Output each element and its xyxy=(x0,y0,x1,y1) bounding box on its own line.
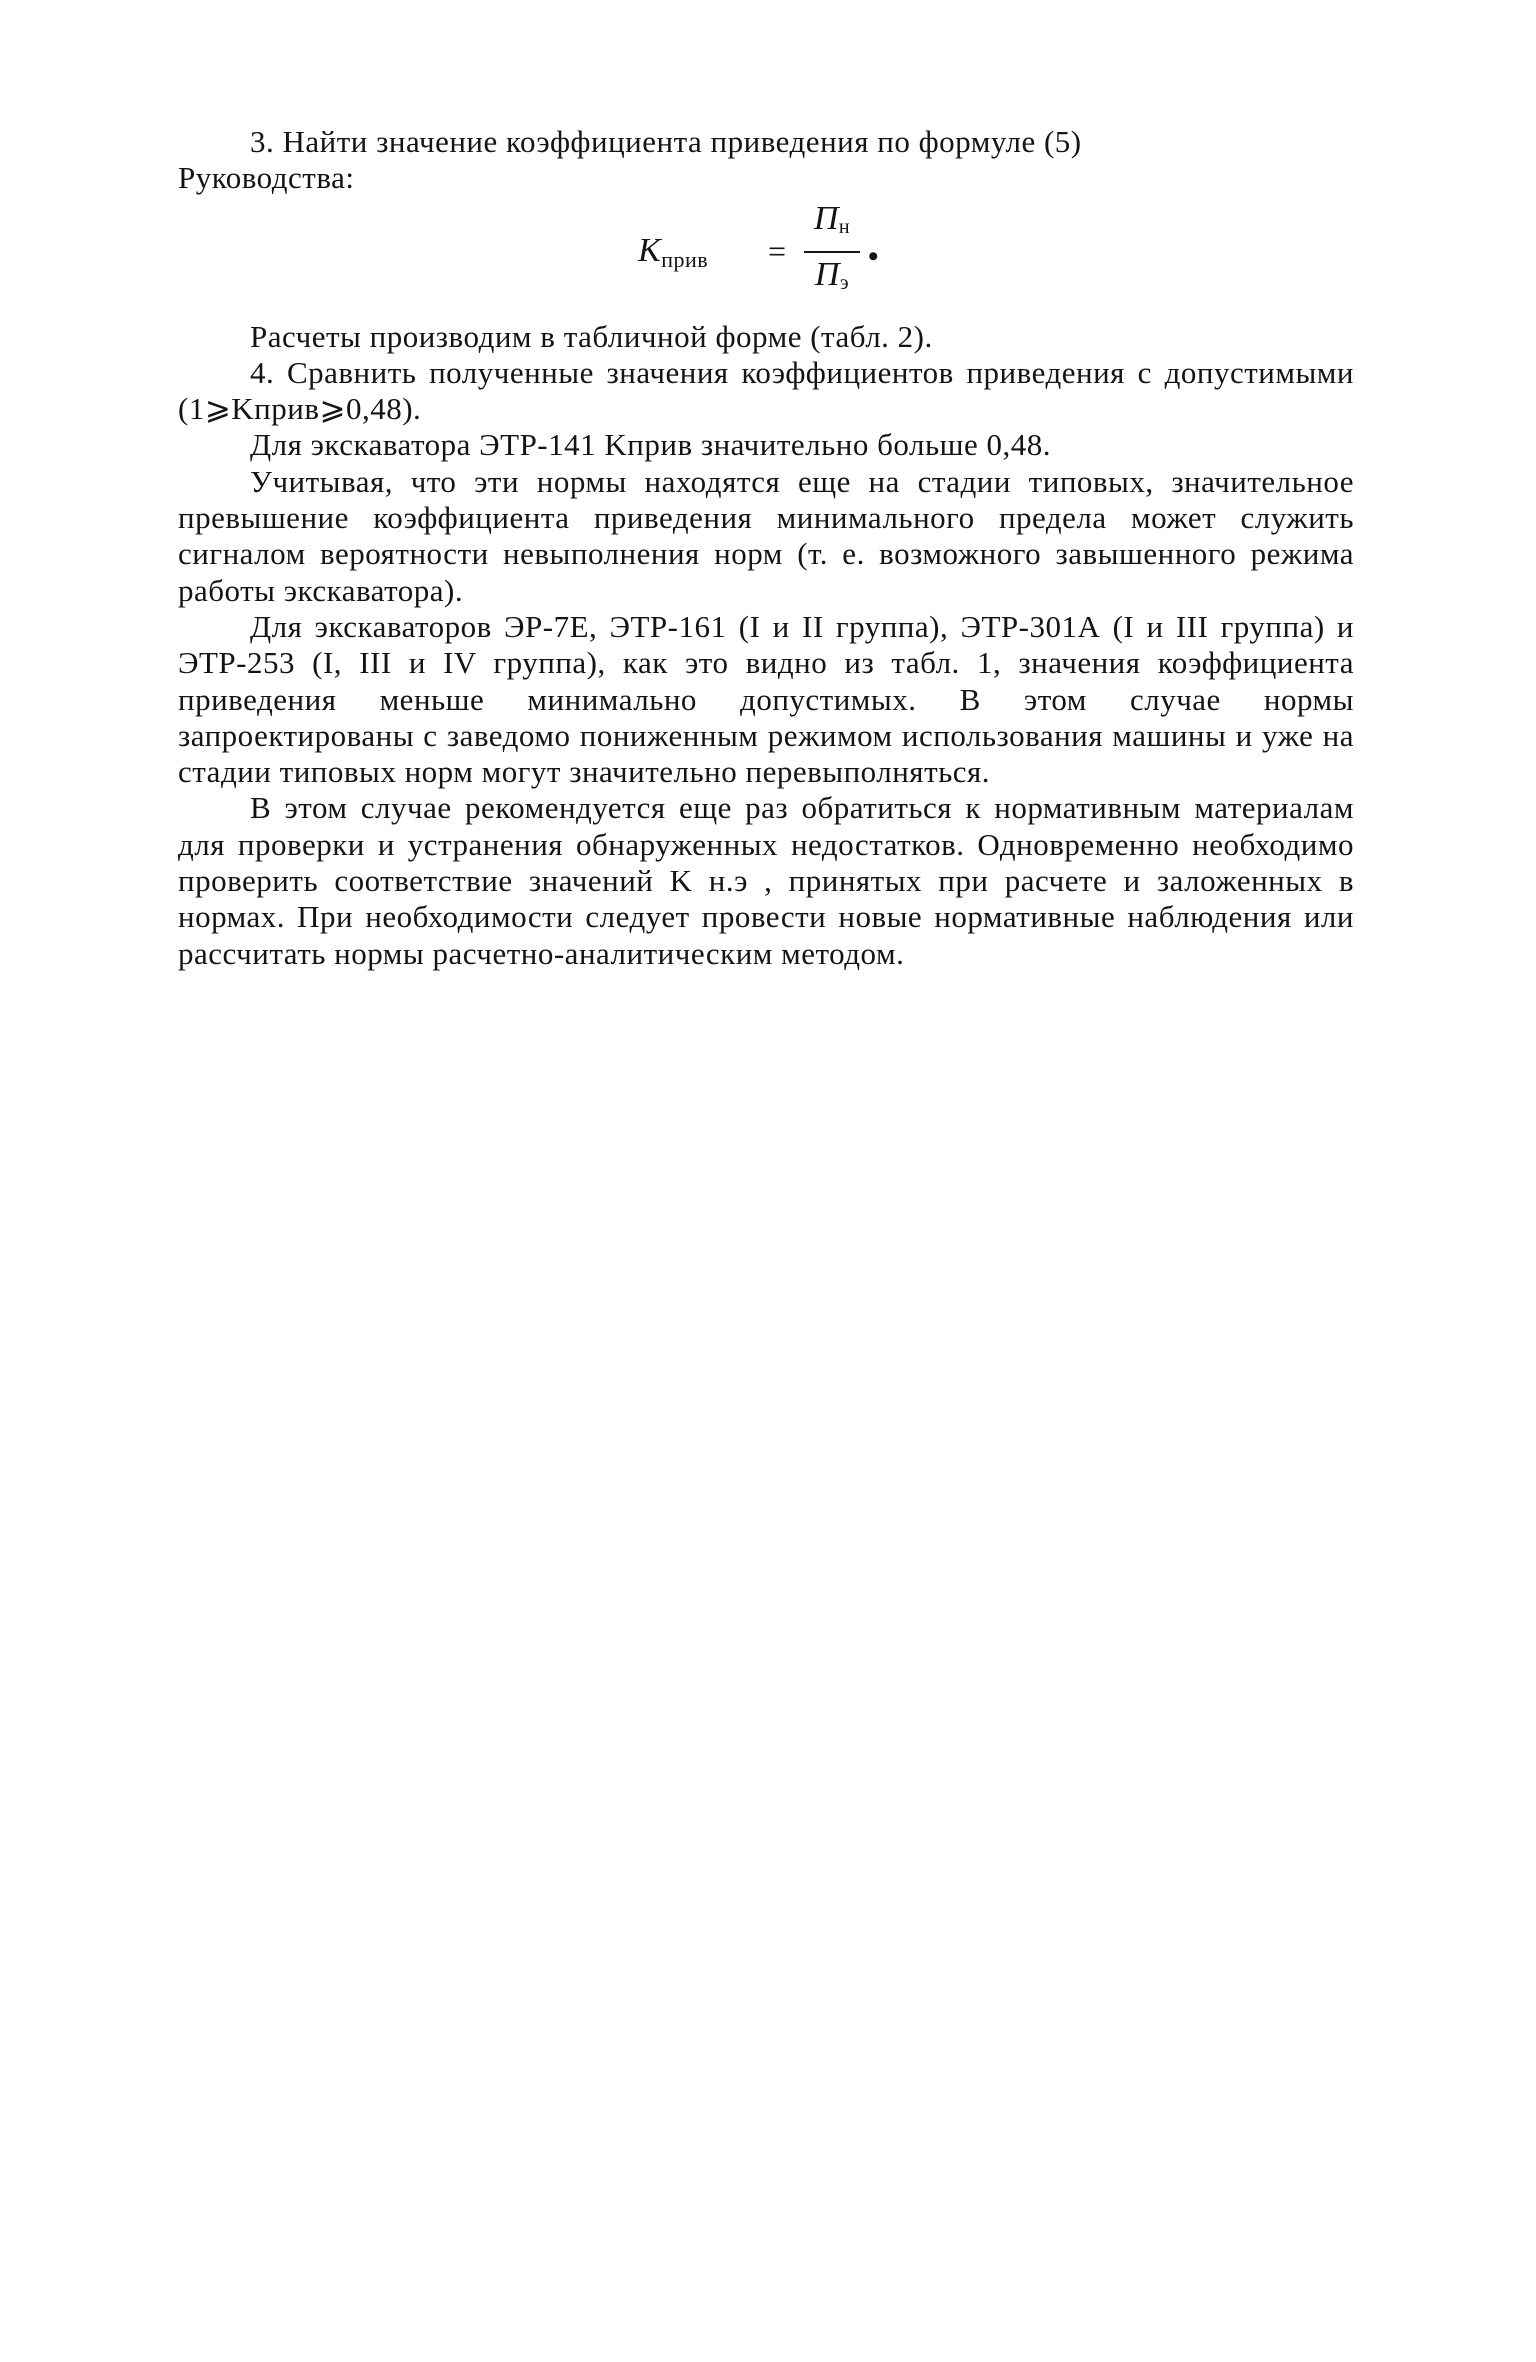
formula-numerator xyxy=(804,201,860,245)
paragraph-excavators-list: Для экскаваторов ЭР-7Е, ЭТР-161 (I и II группа), ЭТР-301А (I и III группа) и ЭТР-253 (I, III и IV группа), как это видно из табл. 1, значения коэффициента приведения меньше минимально допустимых. В этом случае нормы запроектированы с заведомо пониженным режимом использования машины и уже на стадии типовых норм могут значительно перевыполняться. xyxy=(178,608,1354,790)
paragraph-etr-141: Для экскаватора ЭТР-141 Kприв значительно больше 0,48. xyxy=(250,427,1051,463)
formula-end-mark: • xyxy=(868,239,880,273)
formula xyxy=(178,201,1354,319)
formula-fraction xyxy=(804,201,860,301)
paragraph-norms-stage: Учитывая, что эти нормы находятся еще на стадии типовых, значительное превышение коэффициента приведения минимального предела может служить сигналом вероятности невыполнения норм (т. е. возможного завышенного режима работы экскаватора). xyxy=(178,463,1354,608)
formula-denominator-symbol: П xyxy=(814,255,840,293)
item-3-line-2: Руководства: xyxy=(178,160,355,196)
formula-lhs-symbol: K xyxy=(638,231,662,269)
formula-lhs-subscript: прив xyxy=(661,246,709,272)
item-3-line-1: 3. Найти значение коэффициента приведения по формуле (5) xyxy=(250,124,1082,159)
formula-fraction-bar xyxy=(804,251,860,253)
document-body xyxy=(178,124,1354,972)
paragraph-item-4: 4. Сравнить полученные значения коэффициентов приведения с допустимыми (1⩾Kприв⩾0,48). xyxy=(178,354,1354,427)
paragraph-calc-table: Расчеты производим в табличной форме (табл. 2). xyxy=(250,318,933,354)
formula-denominator-subscript: э xyxy=(839,271,850,294)
formula-numerator-symbol: П xyxy=(813,199,839,237)
formula-lhs xyxy=(638,233,708,278)
paragraph-recommendation: В этом случае рекомендуется еще раз обратиться к нормативным материалам для проверки и устранения обнаруженных недостатков. Одновременно необходимо проверить соответствие значений K н.э , принятых при расчете и заложенных в нормах. При необходимости следует провести новые нормативные наблюдения или рассчитать нормы расчетно-аналитическим методом. xyxy=(178,790,1354,971)
formula-equals: = xyxy=(768,232,787,269)
formula-numerator-subscript: н xyxy=(838,215,851,238)
formula-denominator xyxy=(804,257,860,301)
